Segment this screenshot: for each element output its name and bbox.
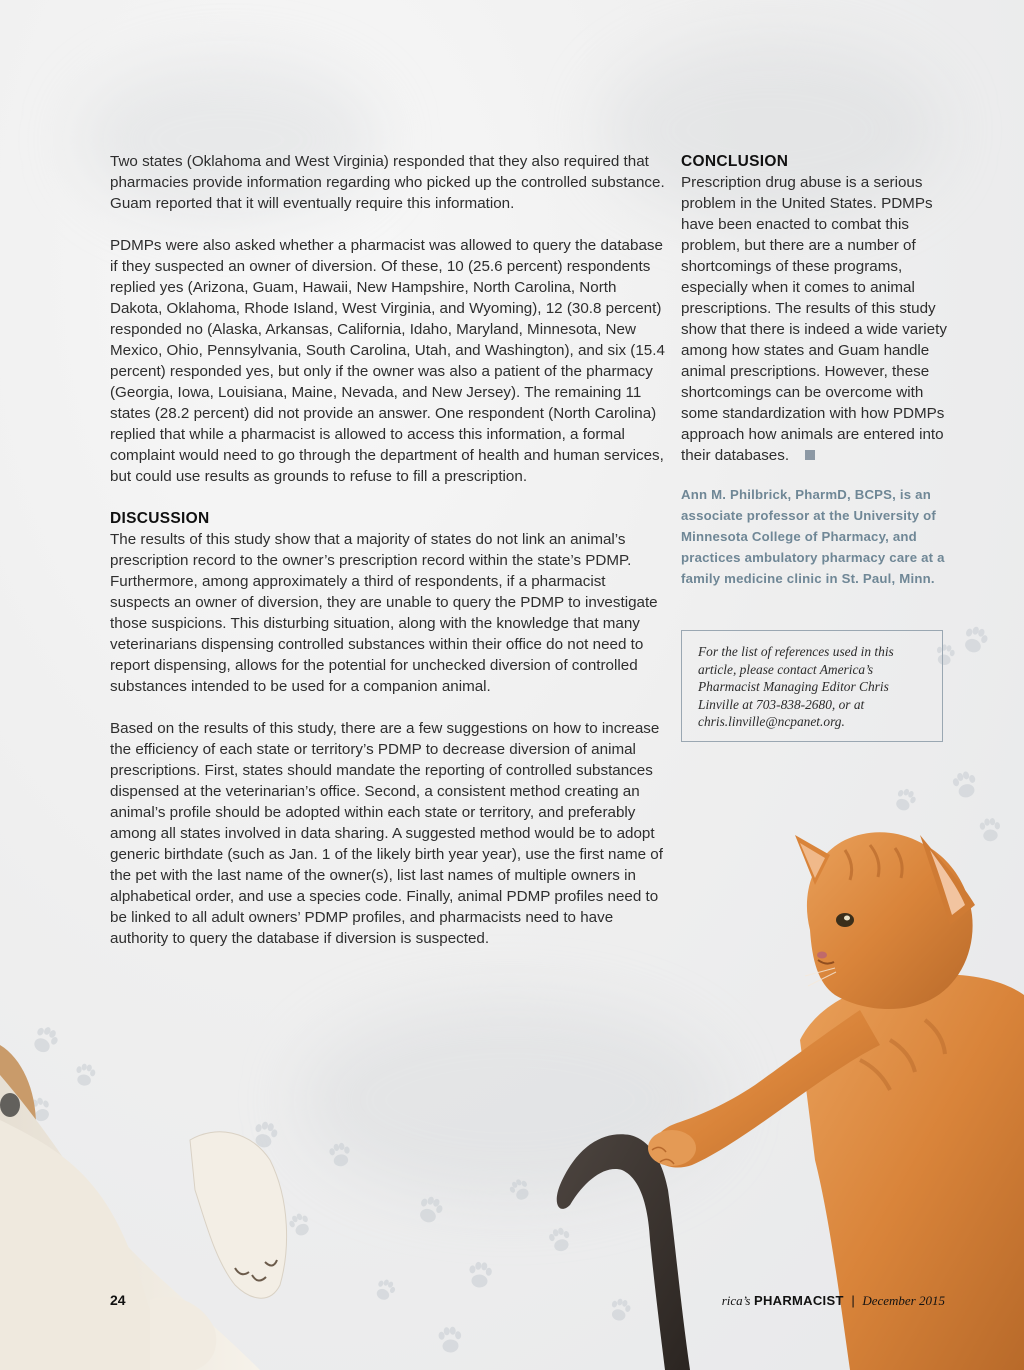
dark-cat-tail-illustration bbox=[557, 1134, 690, 1370]
conclusion-text: Prescription drug abuse is a serious problem in the United States. PDMPs have been enacted to combat this problem, but there are a number of shortcomings of these programs, especially when it comes to animal prescriptions. The results of this study show that there is indeed a wide variety among how states and Guam handle animal prescriptions. However, these shortcomings can be overcome with some standardization with how PDMPs approach how animals are entered into their databases. bbox=[681, 174, 947, 464]
conclusion-heading: CONCLUSION bbox=[681, 153, 789, 170]
conclusion-paragraph bbox=[681, 172, 951, 466]
page-number: 24 bbox=[110, 1292, 126, 1308]
footer-separator: | bbox=[851, 1293, 855, 1308]
orange-cat-illustration bbox=[648, 832, 1024, 1370]
magazine-name-prefix: rica’s bbox=[721, 1293, 751, 1308]
white-dog-illustration bbox=[0, 1045, 287, 1370]
body-paragraph: Two states (Oklahoma and West Virginia) responded that they also required that pharmacies provide information regarding who picked up the controlled substance. Guam reported that it will eventually require this information. bbox=[110, 153, 665, 212]
running-footer bbox=[712, 1293, 945, 1309]
square-end-mark-icon bbox=[805, 450, 815, 460]
magazine-name: PHARMACIST bbox=[754, 1293, 844, 1308]
right-column bbox=[681, 151, 951, 589]
references-note-box bbox=[681, 630, 943, 742]
discussion-paragraph: The results of this study show that a majority of states do not link an animal’s prescription record to the owner’s prescription record within the state’s PDMP. Furthermore, among approximately a third of respondents, if a pharmacist suspects an owner of diversion, they are unable to query the PDMP to investigate those suspicions. This disturbing situation, along with the knowledge that many veterinarians dispensing controlled substances within their office do not need to report dispensing, allows for the potential for unchecked diversion of controlled substances intended to be used for a companion animal. bbox=[110, 531, 658, 695]
references-note: For the list of references used in this article, please contact America’s Pharmacist Managing Editor Chris Linville at 703-838-2680, or at chris.linville@ncpanet.org. bbox=[698, 644, 894, 729]
author-bio: Ann M. Philbrick, PharmD, BCPS, is an associate professor at the University of Minnesota College of Pharmacy, and practices ambulatory pharmacy care at a family medicine clinic in St. Paul, Minn. bbox=[681, 487, 945, 586]
discussion-heading: DISCUSSION bbox=[110, 510, 210, 527]
body-paragraph: PDMPs were also asked whether a pharmacist was allowed to query the database if they suspected an owner of diversion. Of these, 10 (25.6 percent) respondents replied yes (Arizona, Guam, Hawaii, New Hampshire, North Carolina, North Dakota, Oklahoma, Rhode Island, West Virginia, and Wyoming), 12 (30.8 percent) responded no (Alaska, Arkansas, California, Idaho, Maryland, Minnesota, New Mexico, Ohio, Pennsylvania, South Carolina, Utah, and Washington), and six (15.4 percent) responded yes, but only if the owner was also a patient of the pharmacy (Georgia, Iowa, Louisiana, Maine, Nevada, and New Jersey). The remaining 11 states (28.2 percent) did not provide an answer. One respondent (North Carolina) replied that while a pharmacist is allowed to access this information, a formal complaint would need to go through the department of health and human services, but could use results as grounds to refuse to fill a prescription. bbox=[110, 237, 665, 485]
issue-date: December 2015 bbox=[862, 1293, 945, 1308]
discussion-paragraph: Based on the results of this study, there are a few suggestions on how to increase the efficiency of each state or territory’s PDMP to decrease diversion of animal prescriptions. First, states should mandate the reporting of controlled substances dispensed at the veterinarian’s office. Second, a consistent method creating an animal’s profile should be adopted within each state or territory, and preferably among all states involved in data sharing. A suggested method would be to adopt generic birthdate (such as Jan. 1 of the likely birth year year), use the first name of the pet with the last name of the owner(s), list last names of multiple owners in alphabetical order, and use a species code. Finally, animal PDMP profiles need to be linked to all adult owners’ PDMP profiles, and pharmacists need to have authority to query the database if diversion is suspected. bbox=[110, 720, 663, 947]
left-column bbox=[110, 151, 665, 970]
